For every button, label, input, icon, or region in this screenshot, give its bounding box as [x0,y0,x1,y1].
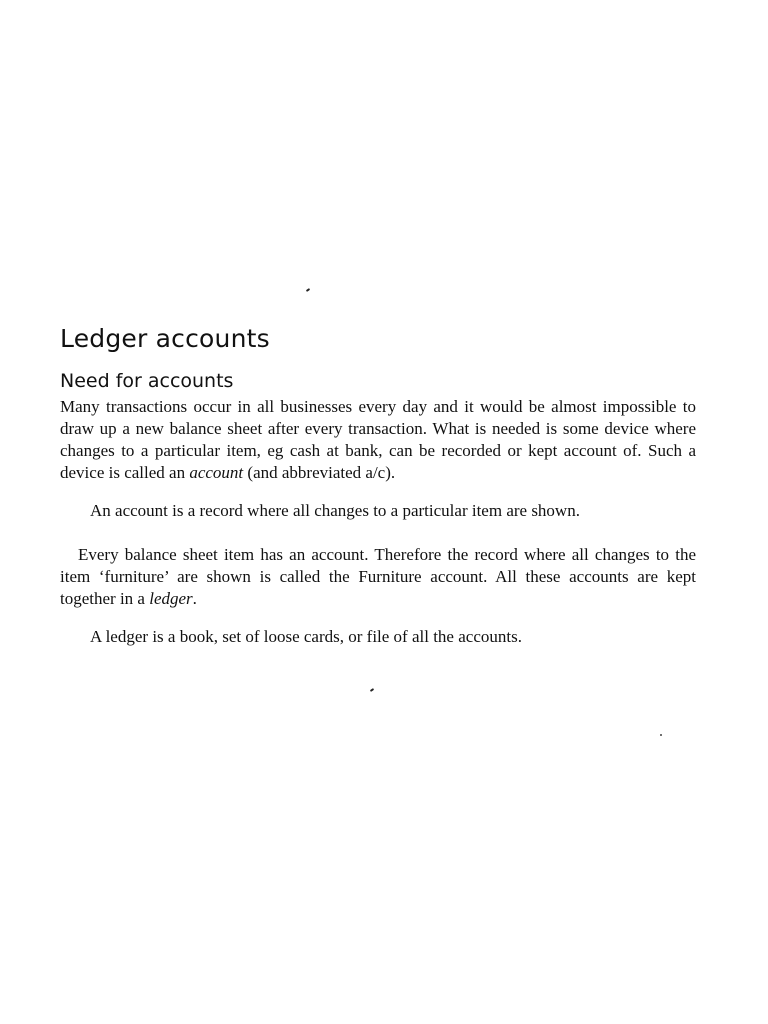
intro-text-end: (and abbreviated a/c). [243,463,396,482]
document-content [60,322,696,648]
scan-speck [306,288,310,292]
ledger-definition: A ledger is a book, set of loose cards, or file of all the accounts. [90,627,522,646]
ledger-text: Every balance sheet item has an account. Therefore the record where all changes to the item ‘furniture’ are shown is called the Furniture account. All these accounts are kept together in a [60,545,696,608]
page-title: Ledger accounts [60,324,270,353]
scan-dot [660,734,662,736]
account-term: account [189,463,244,482]
account-definition: An account is a record where all changes to a particular item are shown. [90,501,580,520]
section-heading: Need for accounts [60,370,234,392]
ledger-text-end: . [192,589,197,608]
intro-text: Many transactions occur in all businesses every day and it would be almost impossible to draw up a new balance sheet after every transaction. What is needed is some device where changes to a particular item, eg cash at bank, can be recorded or kept account of. Such a device is called an [60,397,696,482]
intro-paragraph [60,396,696,484]
ledger-term: ledger [149,589,193,608]
ledger-paragraph [60,544,696,610]
scan-speck [370,688,374,692]
